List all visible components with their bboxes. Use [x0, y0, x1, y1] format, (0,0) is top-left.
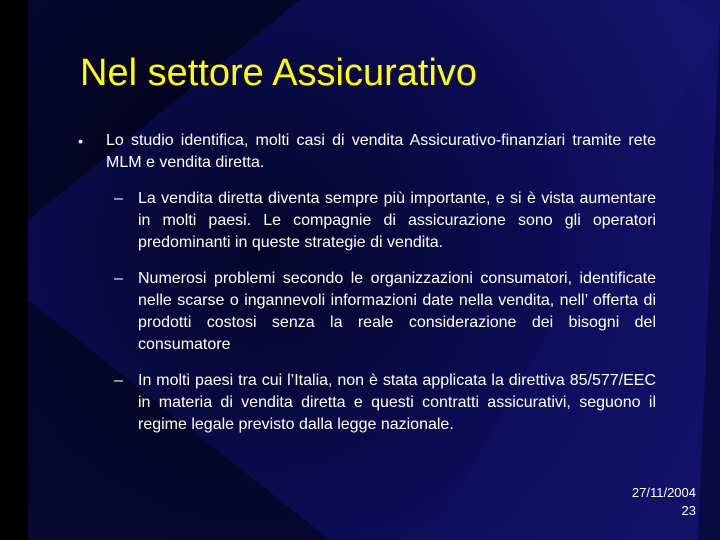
bullet-marker: • — [78, 133, 83, 149]
bullet-item — [78, 130, 656, 174]
footer-date: 27/11/2004 — [631, 485, 696, 500]
slide-title: Nel settore Assicurativo — [80, 52, 478, 94]
sub-bullet-item — [114, 268, 656, 356]
sub-bullet-marker: – — [114, 190, 123, 207]
slide-footer — [632, 484, 696, 520]
slide-body — [78, 130, 656, 436]
sub-bullet-text: La vendita diretta diventa sempre più importante, e si è vista aumentare in molti paesi. Le compagnie di assicurazione sono gli operatori predominanti in queste strategie di vendita. — [138, 190, 656, 251]
sub-bullet-text: Numerosi problemi secondo le organizzazioni consumatori, identificate nelle scarse o ingannevoli informazioni date nella vendita, nell’ offerta di prodotti costosi senza la reale considerazione dei bisogni del consumatore — [138, 270, 656, 353]
sub-bullet-marker: – — [114, 372, 123, 389]
slide-number: 23 — [681, 503, 696, 518]
sub-bullet-item — [114, 188, 656, 254]
bullet-text: Lo studio identifica, molti casi di vendita Assicurativo-finanziari tramite rete MLM e vendita diretta. — [106, 132, 656, 171]
sub-bullet-marker: – — [114, 270, 123, 287]
sub-bullet-text: In molti paesi tra cui l’Italia, non è stata applicata la direttiva 85/577/EEC in materia di vendita diretta e questi contratti assicurativi, seguono il regime legale previsto dalla legge nazionale. — [138, 372, 656, 433]
sub-bullet-item — [114, 370, 656, 436]
